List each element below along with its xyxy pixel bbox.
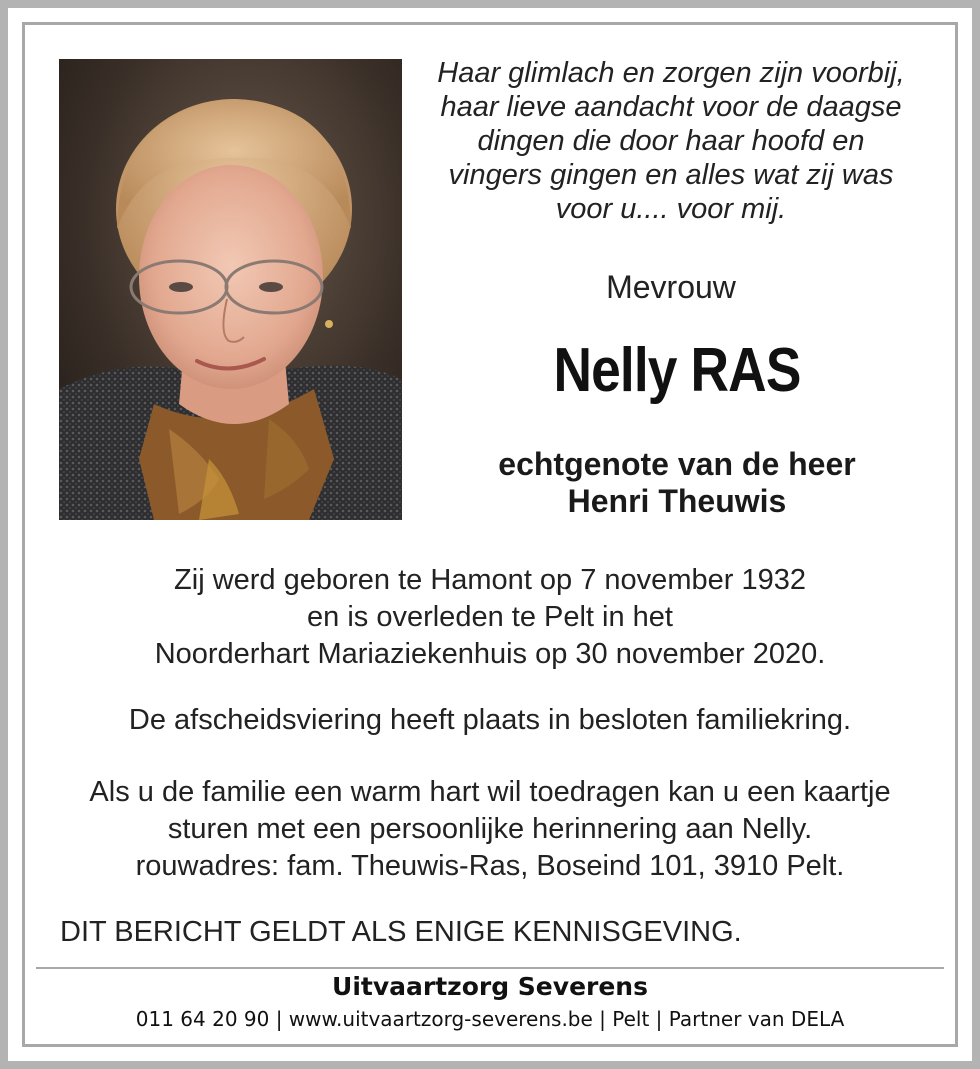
poem-line: dingen die door haar hoofd en: [477, 125, 865, 157]
birth-line: en is overleden te Pelt in het: [307, 601, 673, 633]
salutation: Mevrouw: [606, 269, 736, 305]
official-notice: DIT BERICHT GELDT ALS ENIGE KENNISGEVING.: [60, 916, 742, 948]
footer-divider: [36, 967, 944, 969]
condolence-line: rouwadres: fam. Theuwis-Ras, Boseind 101, 3910 Pelt.: [135, 850, 845, 882]
ceremony-info: [40, 702, 940, 739]
portrait-photo: [59, 59, 402, 520]
birth-line: Zij werd geboren te Hamont op 7 november 1932: [174, 564, 806, 596]
condolence-line: Als u de familie een warm hart wil toedragen kan u een kaartje: [89, 776, 891, 808]
birth-line: Noorderhart Mariaziekenhuis op 30 november 2020.: [154, 638, 826, 670]
poem-line: voor u.... voor mij.: [555, 193, 787, 225]
condolence-info: [40, 774, 940, 885]
condolence-line: sturen met een persoonlijke herinnering aan Nelly.: [167, 813, 813, 845]
poem: [412, 56, 930, 226]
birth-death-details: [40, 562, 940, 673]
portrait-photo-icon: [59, 59, 402, 520]
poem-line: vingers gingen en alles wat zij was: [448, 159, 894, 191]
spouse-name: Henri Theuwis: [567, 483, 787, 519]
deceased-name: Nelly RAS: [553, 336, 801, 405]
poem-line: haar lieve aandacht voor de daagse: [440, 91, 902, 123]
spouse-info: [412, 446, 942, 520]
ceremony-line: De afscheidsviering heeft plaats in besloten familiekring.: [128, 704, 852, 736]
poem-line: Haar glimlach en zorgen zijn voorbij,: [437, 57, 905, 89]
funeral-home-contact: 011 64 20 90 | www.uitvaartzorg-severens.be | Pelt | Partner van DELA: [135, 1007, 845, 1031]
funeral-home-name: Uitvaartzorg Severens: [332, 972, 648, 1001]
spouse-relation: echtgenote van de heer: [498, 446, 856, 482]
